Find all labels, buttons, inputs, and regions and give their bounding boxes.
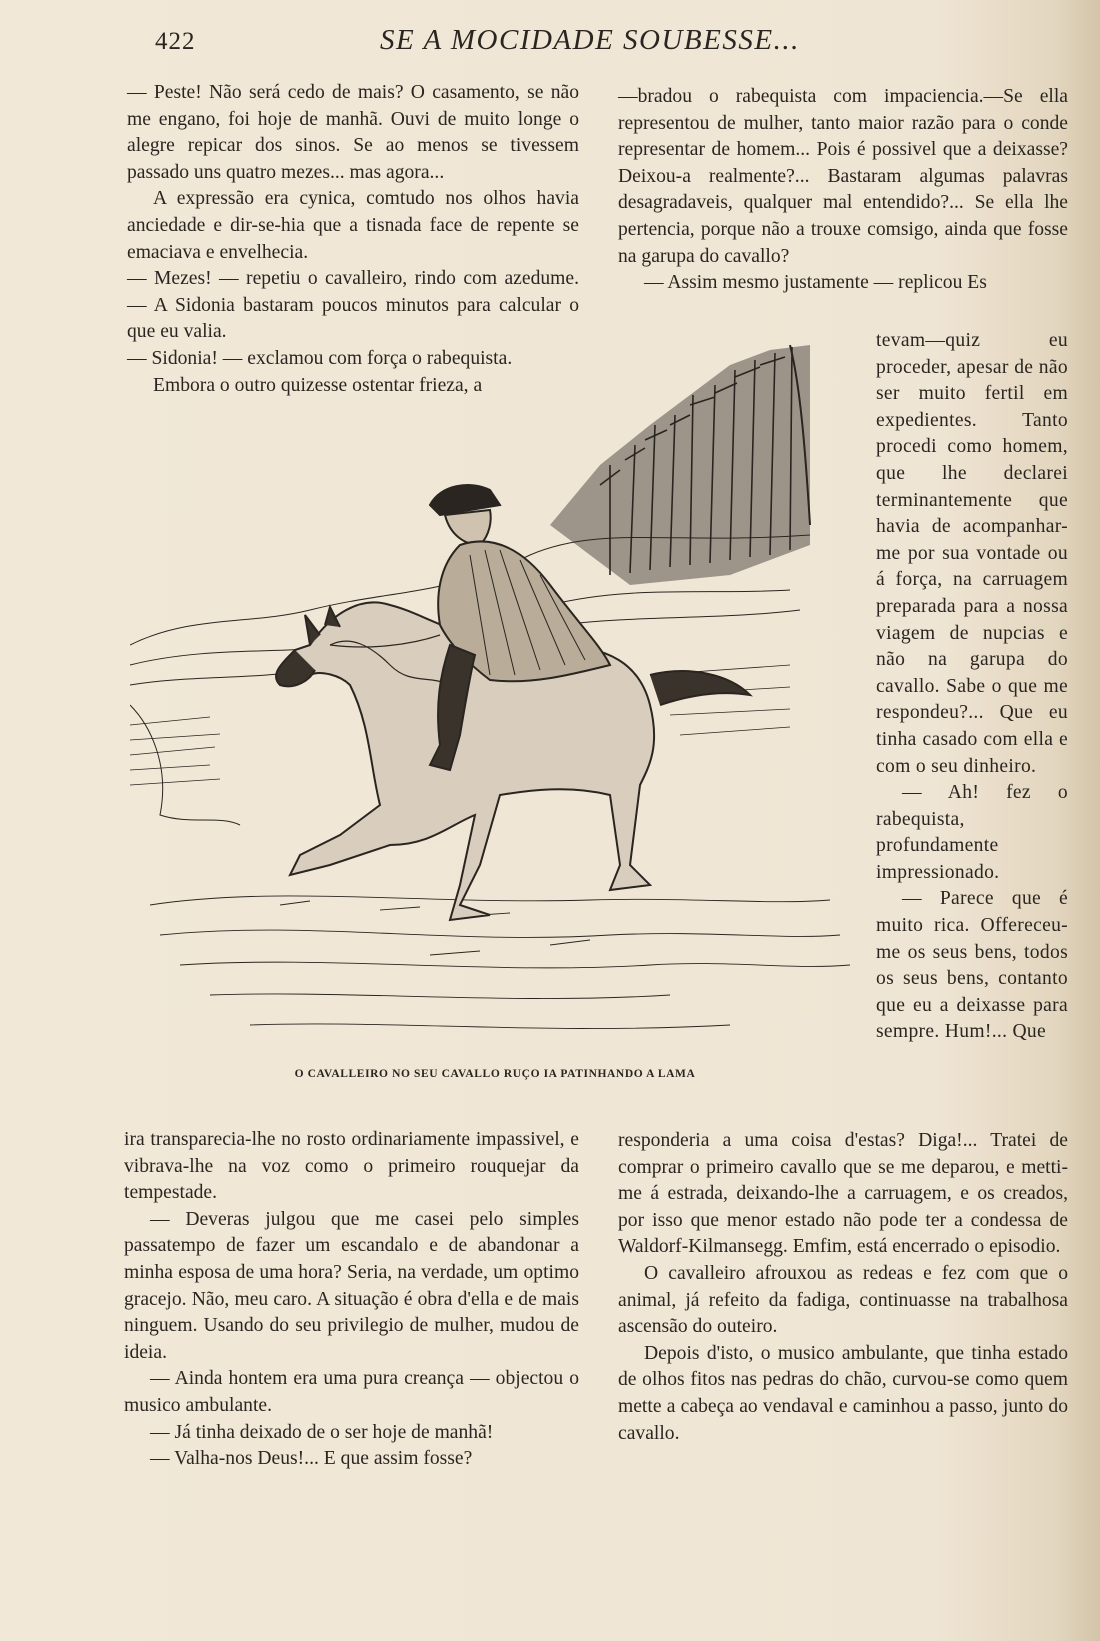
paragraph: Depois d'isto, o musico ambulante, que tinha estado de olhos fitos nas pedras do chão, curvou-se como quem mette a cabeça ao vendaval e caminhou a passo, junto do cavallo. <box>618 1342 1068 1444</box>
paragraph: — Mezes! — repetiu o cavalleiro, rindo com azedume. — A Sidonia bastaram poucos minutos para calcular o que eu valia. <box>127 268 579 343</box>
paragraph: — Já tinha deixado de o ser hoje de manhã! <box>150 1421 494 1443</box>
page-header <box>145 22 905 62</box>
paragraph: — Ah! fez o rabequista, profundamente impressionado. <box>876 782 1068 883</box>
left-column-bottom <box>124 1127 579 1473</box>
paragraph: tevam—quiz eu proceder, apesar de não ser muito fertil em expedientes. Tanto procedi como homem, que lhe declarei terminantemente que havia de acompanhar-me por sua vontade ou á força, na carruagem preparada para a nossa viagem de nupcias e não na garupa do cavallo. Sabe o que me respondeu?... Que eu tinha casado com ella e com o seu dinheiro. <box>876 330 1068 777</box>
road-drawing <box>150 896 850 1029</box>
paragraph: responderia a uma coisa d'estas? Diga!... Tratei de comprar o primeiro cavallo que se me deparou, e metti-me á estrada, deixando-lhe a carruagem, e os creados, por isso que menor estado não pode ter a condessa de Waldorf-Kilmansegg. Emfim, está encerrado o episodio. <box>618 1130 1068 1258</box>
paragraph: — Assim mesmo justamente — replicou Es <box>644 272 987 294</box>
paragraph: — Sidonia! — exclamou com força o rabequista. <box>127 347 513 369</box>
paragraph: O cavalleiro afrouxou as redeas e fez com que o animal, já refeito da fadiga, continuasse na trabalhosa ascensão do outeiro. <box>618 1262 1068 1338</box>
paragraph: — Valha-nos Deus!... E que assim fosse? <box>150 1448 473 1470</box>
forest-drawing <box>550 345 810 585</box>
paragraph: Embora o outro quizesse ostentar frieza, a <box>153 374 483 396</box>
paragraph: A expressão era cynica, comtudo nos olhos havia anciedade e dir-se-hia que a tisnada face de repente se emaciava e envelhecia. <box>127 188 579 263</box>
paragraph: — Ainda hontem era uma pura creança — objectou o musico ambulante. <box>124 1368 579 1416</box>
right-column-top <box>618 84 1068 297</box>
running-title: SE A MOCIDADE SOUBESSE... <box>380 24 800 56</box>
illustration-horseman <box>130 345 860 1050</box>
illustration-caption: O CAVALLEIRO NO SEU CAVALLO RUÇO IA PATINHANDO A LAMA <box>294 1068 696 1080</box>
right-column-bottom <box>618 1128 1068 1447</box>
paragraph: — Deveras julgou que me casei pelo simples passatempo de fazer um escandalo e de abandonar a minha esposa de uma hora? Seria, na verdade, um optimo gracejo. Não, meu caro. A situação é obra d'ella e de mais ninguem. Usando do seu privilegio de mulher, mudou de ideia. <box>124 1208 579 1363</box>
page-number: 422 <box>155 28 196 55</box>
right-column-beside-illustration <box>876 328 1068 1046</box>
paragraph: — Parece que é muito rica. Offereceu-me os seus bens, todos os seus bens, contanto que eu a deixasse para sempre. Hum!... Que <box>876 888 1068 1043</box>
paragraph: ira transparecia-lhe no rosto ordinariamente impassivel, e vibrava-lhe na voz como o primeiro rouquejar da tempestade. <box>124 1129 579 1204</box>
paragraph: —bradou o rabequista com impaciencia.—Se ella representou de mulher, tanto maior razão para o conde representar de homem... Pois é possivel que a deixasse? Deixou-a realmente?... Bastaram algumas palavras desagradaveis, qualquer mal entendido?... Se ella lhe pertencia, porque não a trouxe comsigo, ainda que fosse na garupa do cavallo? <box>618 86 1068 267</box>
paragraph: — Peste! Não será cedo de mais? O casamento, se não me engano, foi hoje de manhã. Ouvi de muito longe o alegre repicar dos sinos. Se ao menos se tivessem passado uns quatro mezes... mas agora... <box>127 82 579 183</box>
